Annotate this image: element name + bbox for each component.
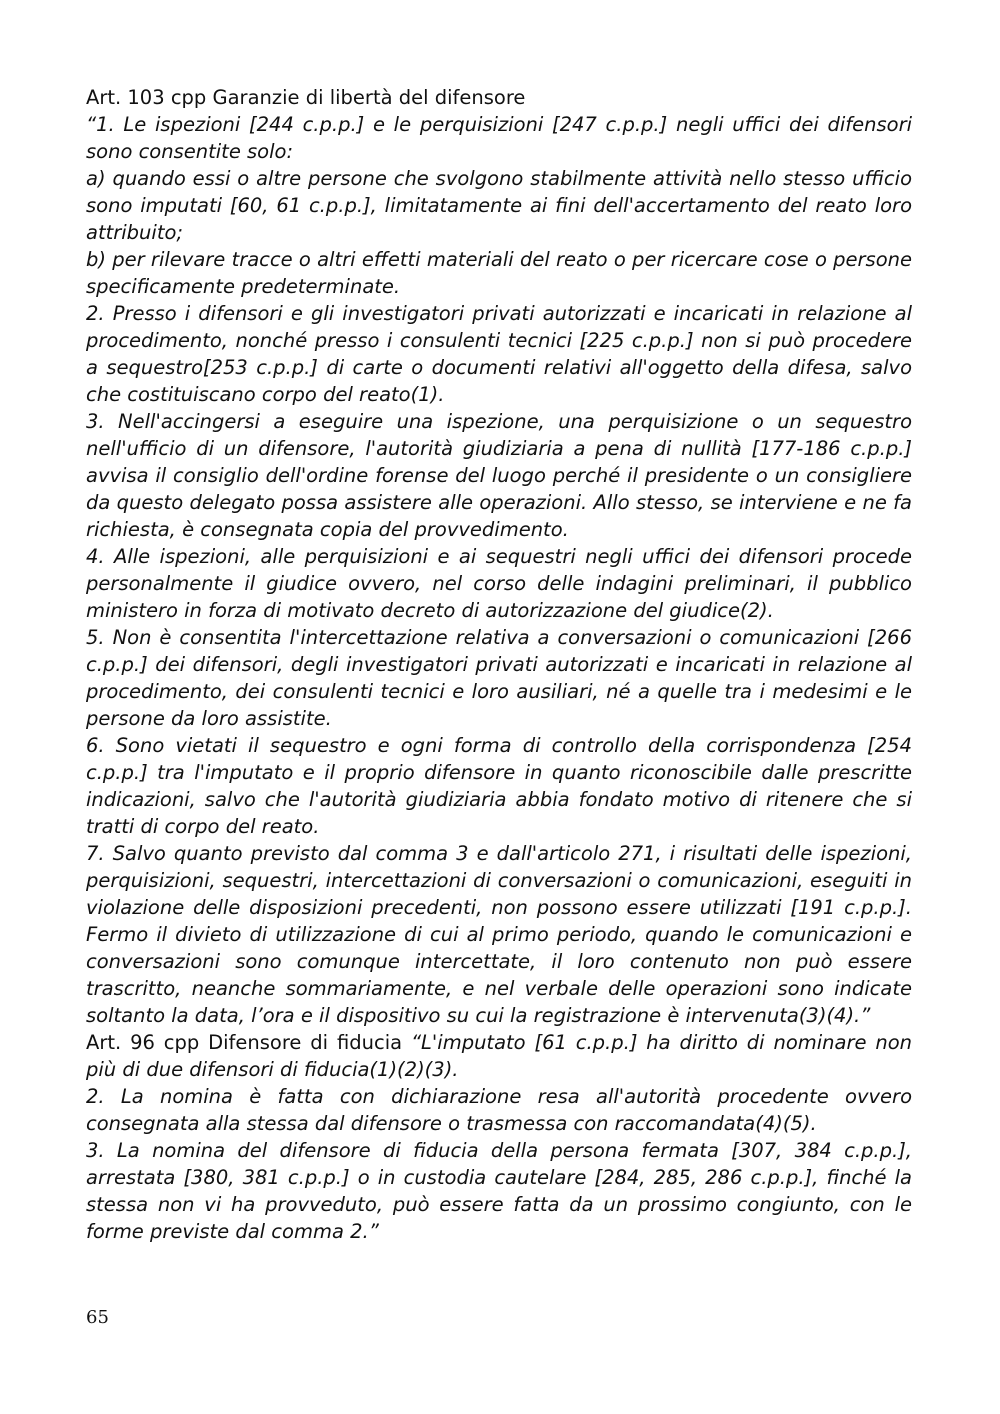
- art103-paragraph-6: 6. Sono vietati il sequestro e ogni forma di controllo della corrispondenza [254 c.p.p.] tra l'imputato e il proprio difensore in quanto riconoscibile dalle prescritte indicazioni, salvo che l'autorità giudiziaria abbia fondato motivo di ritenere che si tratti di corpo del reato.: [86, 734, 912, 838]
- art103-paragraph-7: 7. Salvo quanto previsto dal comma 3 e dall'articolo 271, i risultati delle ispezioni, perquisizioni, sequestri, intercettazioni di conversazioni o comunicazioni, eseguiti in violazione delle disposizioni precedenti, non possono essere utilizzati [191 c.p.p.]. Fermo il divieto di utilizzazione di cui al primo periodo, quando le comunicazioni e conversazioni sono comunque intercettate, il loro contenuto non può essere trascritto, neanche sommariamente, e nel verbale delle operazioni sono indicate soltanto la data, l’ora e il dispositivo su cui la registrazione è intervenuta(3)(4).”: [86, 842, 912, 1027]
- art103-paragraph-4: 4. Alle ispezioni, alle perquisizioni e ai sequestri negli uffici dei difensori procede personalmente il giudice ovvero, nel corso delle indagini preliminari, il pubblico ministero in forza di motivato decreto di autorizzazione del giudice(2).: [86, 545, 912, 622]
- art103-paragraph-5: 5. Non è consentita l'intercettazione relativa a conversazioni o comunicazioni [266 c.p.p.] dei difensori, degli investigatori privati autorizzati e incaricati in relazione al procedimento, dei consulenti tecnici e loro ausiliari, né a quelle tra i medesimi e le persone da loro assistite.: [86, 626, 912, 730]
- document-body: [86, 84, 912, 1245]
- art96-heading: Art. 96 cpp Difensore di fiducia: [86, 1031, 403, 1054]
- art96-paragraph-3: 3. La nomina del difensore di fiducia della persona fermata [307, 384 c.p.p.], arrestata [380, 381 c.p.p.] o in custodia cautelare [284, 285, 286 c.p.p.], finché la stessa non vi ha provveduto, può essere fatta da un prossimo congiunto, con le forme previste dal comma 2.”: [86, 1139, 912, 1243]
- art103-paragraph-3: 3. Nell'accingersi a eseguire una ispezione, una perquisizione o un sequestro nell'ufficio di un difensore, l'autorità giudiziaria a pena di nullità [177-186 c.p.p.] avvisa il consiglio dell'ordine forense del luogo perché il presidente o un consigliere da questo delegato possa assistere alle operazioni. Allo stesso, se interviene e ne fa richiesta, è consegnata copia del provvedimento.: [86, 410, 912, 541]
- art96-first-paragraph: [86, 1029, 912, 1083]
- art103-paragraph-b: b) per rilevare tracce o altri effetti materiali del reato o per ricercare cose o persone specificamente predeterminate.: [86, 248, 912, 298]
- art103-paragraph-a: a) quando essi o altre persone che svolgono stabilmente attività nello stesso ufficio sono imputati [60, 61 c.p.p.], limitatamente ai fini dell'accertamento del reato loro attribuito;: [86, 167, 912, 244]
- art103-paragraph-1: “1. Le ispezioni [244 c.p.p.] e le perquisizioni [247 c.p.p.] negli uffici dei difensori sono consentite solo:: [86, 113, 912, 163]
- art103-paragraph-2: 2. Presso i difensori e gli investigatori privati autorizzati e incaricati in relazione al procedimento, nonché presso i consulenti tecnici [225 c.p.p.] non si può procedere a sequestro[253 c.p.p.] di carte o documenti relativi all'oggetto della difesa, salvo che costituiscano corpo del reato(1).: [86, 302, 912, 406]
- art96-paragraph-2: 2. La nomina è fatta con dichiarazione resa all'autorità procedente ovvero consegnata alla stessa dal difensore o trasmessa con raccomandata(4)(5).: [86, 1085, 912, 1135]
- art103-heading: Art. 103 cpp Garanzie di libertà del difensore: [86, 86, 526, 109]
- page-number: 65: [86, 1307, 109, 1328]
- art96-intro: “L'imputato [61 c.p.p.] ha diritto di nominare non più di due difensori di fiducia(1)(2)(3).: [86, 1031, 913, 1081]
